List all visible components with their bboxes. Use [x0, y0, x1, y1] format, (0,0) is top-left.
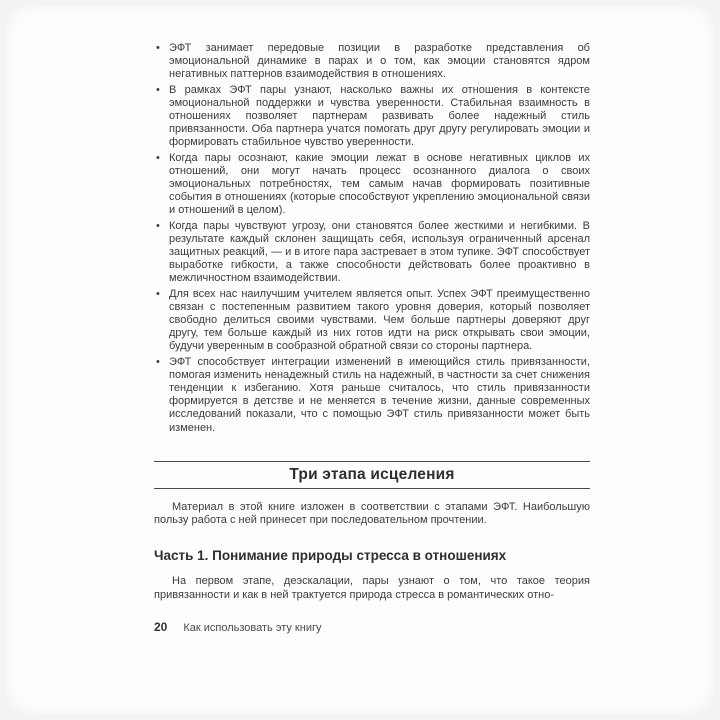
page-footer: [154, 620, 590, 634]
running-title: Как использовать эту книгу: [183, 622, 322, 635]
bullet-item: • ЭФТ способствует интеграции изменений в имеющийся стиль привязанности, помогая изменить ненадежный стиль на надежный, в частности за счет снижения тенденции к избеганию. Хотя раньше считалось, что стиль привязанности формируется в детстве и не меняется в течение жизни, данные современных исследований показали, что с помощью ЭФТ стиль привязанности может быть изменен.: [154, 356, 590, 435]
heading-rule-bottom: [154, 488, 590, 489]
bullet-item: • Когда пары чувствуют угрозу, они становятся более жесткими и негибкими. В результате каждый склонен защищать себя, используя ограниченный арсенал защитных реакций, — и в итоге пара застревает в этом тупике. ЭФТ способствует выработке гибкости, а также способности действовать более проактивно в межличностном взаимодействии.: [154, 220, 590, 286]
part-body-paragraph: На первом этапе, деэскалации, пары узнают о том, что такое теория привязанности и как в ней трактуется природа стресса в романтических отно-: [154, 575, 590, 601]
bullet-item: • ЭФТ занимает передовые позиции в разработке представления об эмоциональной динамике в парах и о том, как эмоции становятся ядром негативных паттернов взаимодействия в отношениях.: [154, 42, 590, 82]
page-number: 20: [154, 620, 168, 635]
page-content: [154, 42, 590, 634]
part-heading: Часть 1. Понимание природы стресса в отношениях: [154, 548, 507, 564]
section-intro-paragraph: Материал в этой книге изложен в соответствии с этапами ЭФТ. Наибольшую пользу работа с ней принесет при последовательном прочтении.: [154, 500, 590, 527]
bullet-item: • В рамках ЭФТ пары узнают, насколько важны их отношения в контексте эмоциональной поддержки и чувства уверенности. Стабильная взаимность в отношениях позволяет партнерам развивать более надежный стиль привязанности. Оба партнера учатся помогать друг другу регулировать эмоции и формировать стабильное чувство уверенности.: [154, 84, 590, 150]
bullet-list: [154, 42, 590, 435]
section-heading-block: [154, 461, 590, 489]
book-page: [6, 6, 714, 714]
bullet-item: • Для всех нас наилучшим учителем является опыт. Успех ЭФТ преимущественно связан с постепенным развитием такого уровня доверия, который позволяет свободно делиться своими чувствами. Чем больше партнеры доверяют друг другу, тем больше каждый из них готов идти на риск открывать свои эмоции, будучи уверенным в сообразной обратной связи со стороны партнера.: [154, 288, 590, 354]
section-title: Три этапа исцеления: [289, 465, 455, 483]
bullet-item: • Когда пары осознают, какие эмоции лежат в основе негативных циклов их отношений, они могут начать процесс осознанного диалога о своих эмоциональных потребностях, тем самым начав формировать позитивные события в отношениях (которые способствуют укреплению эмоциональной связи и отношений в целом).: [154, 152, 590, 218]
